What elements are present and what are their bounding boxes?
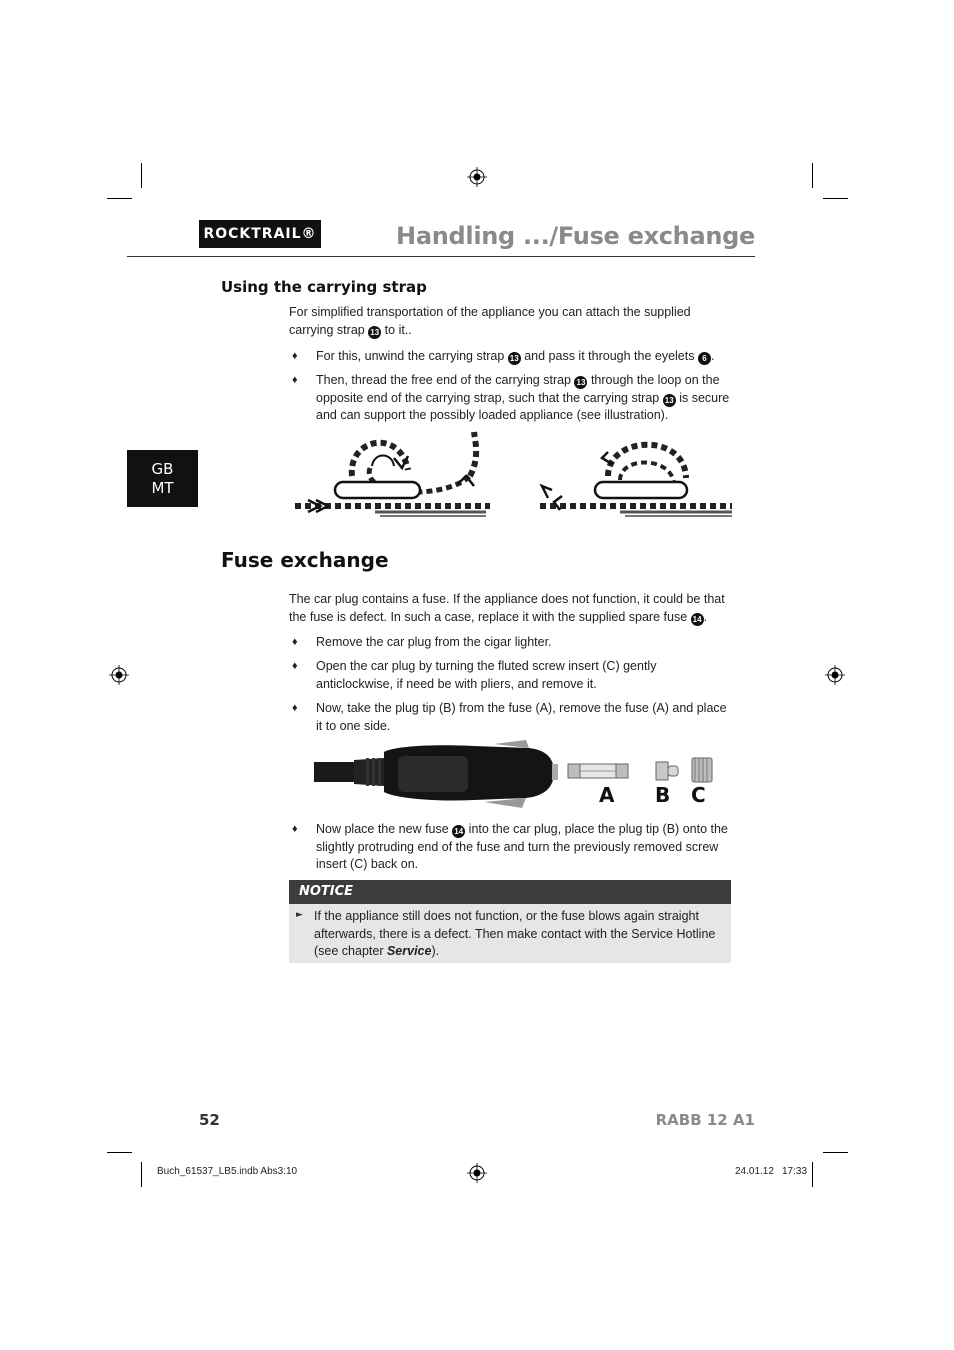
bullet-diamond-icon: ♦ [292,350,298,362]
registration-mark-icon [825,665,845,685]
list-item: ♦ Remove the car plug from the cigar lighter. [289,634,733,652]
car-plug-body [314,740,558,808]
crop-mark [107,198,132,199]
slug-time: 17:33 [782,1166,808,1177]
section-heading-fuse: Fuse exchange [221,548,389,572]
model-number: RABB 12 A1 [655,1111,755,1129]
language-code-mt: MT [151,478,174,497]
part-number-badge: 13 [368,326,381,339]
crop-mark [823,1152,848,1153]
service-chapter-ref: Service [386,944,432,958]
notice-title: NOTICE [289,880,731,904]
screw-insert-c [692,758,712,782]
bullet-diamond-icon: ♦ [292,660,298,672]
bullet-diamond-icon: ♦ [292,636,298,648]
language-tab [127,450,198,507]
page-title: Handling .../Fuse exchange [396,222,755,250]
list-item: ♦ Now, take the plug tip (B) from the fuse (A), remove the fuse (A) and place it to one side. [292,701,727,733]
registration-mark-icon [467,167,487,187]
arrow-right-icon: ► [296,910,303,920]
bullet-diamond-icon: ♦ [292,823,298,835]
strap-knot-illustration [290,428,736,520]
label-b: B [655,783,671,807]
slug-file: Buch_61537_LB5.indb Abs3:10 [157,1166,298,1177]
part-number-badge: 14 [452,825,465,838]
crop-mark [812,1162,813,1187]
language-code-gb: GB [151,459,174,478]
brand-logo [199,220,321,248]
fuse-intro: The car plug contains a fuse. If the appliance does not function, it could be that the fuse is defect. In such a case, replace it with the supplied spare fuse 14 . [289,592,725,624]
crop-mark [107,1152,132,1153]
crop-mark [141,163,142,188]
part-number-badge: 14 [691,613,704,626]
notice-box [289,880,731,963]
part-number-badge: 13 [574,376,587,389]
header-divider [127,256,755,257]
bullet-diamond-icon: ♦ [292,374,298,386]
strap-intro: For simplified transportation of the appliance you can attach the supplied carrying strap 13 to it.. [289,305,691,337]
slug-date: 24.01.12 [735,1166,774,1177]
list-item: ♦ Open the car plug by turning the fluted screw insert (C) gently anticlockwise, if need be with pliers, and remove it. [292,659,657,691]
part-number-badge: 6 [698,352,711,365]
crop-mark [812,163,813,188]
plug-tip-b [656,762,678,780]
strap-knot-left [295,432,490,516]
crop-mark [823,198,848,199]
label-c: C [691,783,706,807]
notice-text: If the appliance still does not function, or the fuse blows again straight afterwards, there is a defect. Then make contact with the Service Hotline (see chapter Service). [314,909,716,958]
page-number: 52 [199,1111,220,1129]
crop-mark [141,1162,142,1187]
registration-mark-icon [467,1163,487,1183]
list-item: ♦ For this, unwind the carrying strap 13 and pass it through the eyelets 6 . [289,348,733,366]
label-a: A [599,783,615,807]
part-number-badge: 13 [663,394,676,407]
strap-knot-right [540,445,732,516]
brand-name: ROCKTRAIL® [203,226,317,242]
registration-mark-icon [109,665,129,685]
fuse-a [568,764,628,778]
section-heading-strap: Using the carrying strap [221,278,427,296]
bullet-diamond-icon: ♦ [292,702,298,714]
part-number-badge: 13 [508,352,521,365]
list-item: ♦ Now place the new fuse 14 into the car plug, place the plug tip (B) onto the slightly protruding end of the fuse and turn the previously removed screw insert (C) back on. [292,822,728,871]
list-item: ♦ Then, thread the free end of the carrying strap 13 through the loop on the opposite end of the carrying strap, such that the carrying strap 13 is secure and can support the possibly loaded appliance (see illustration). [292,373,730,422]
